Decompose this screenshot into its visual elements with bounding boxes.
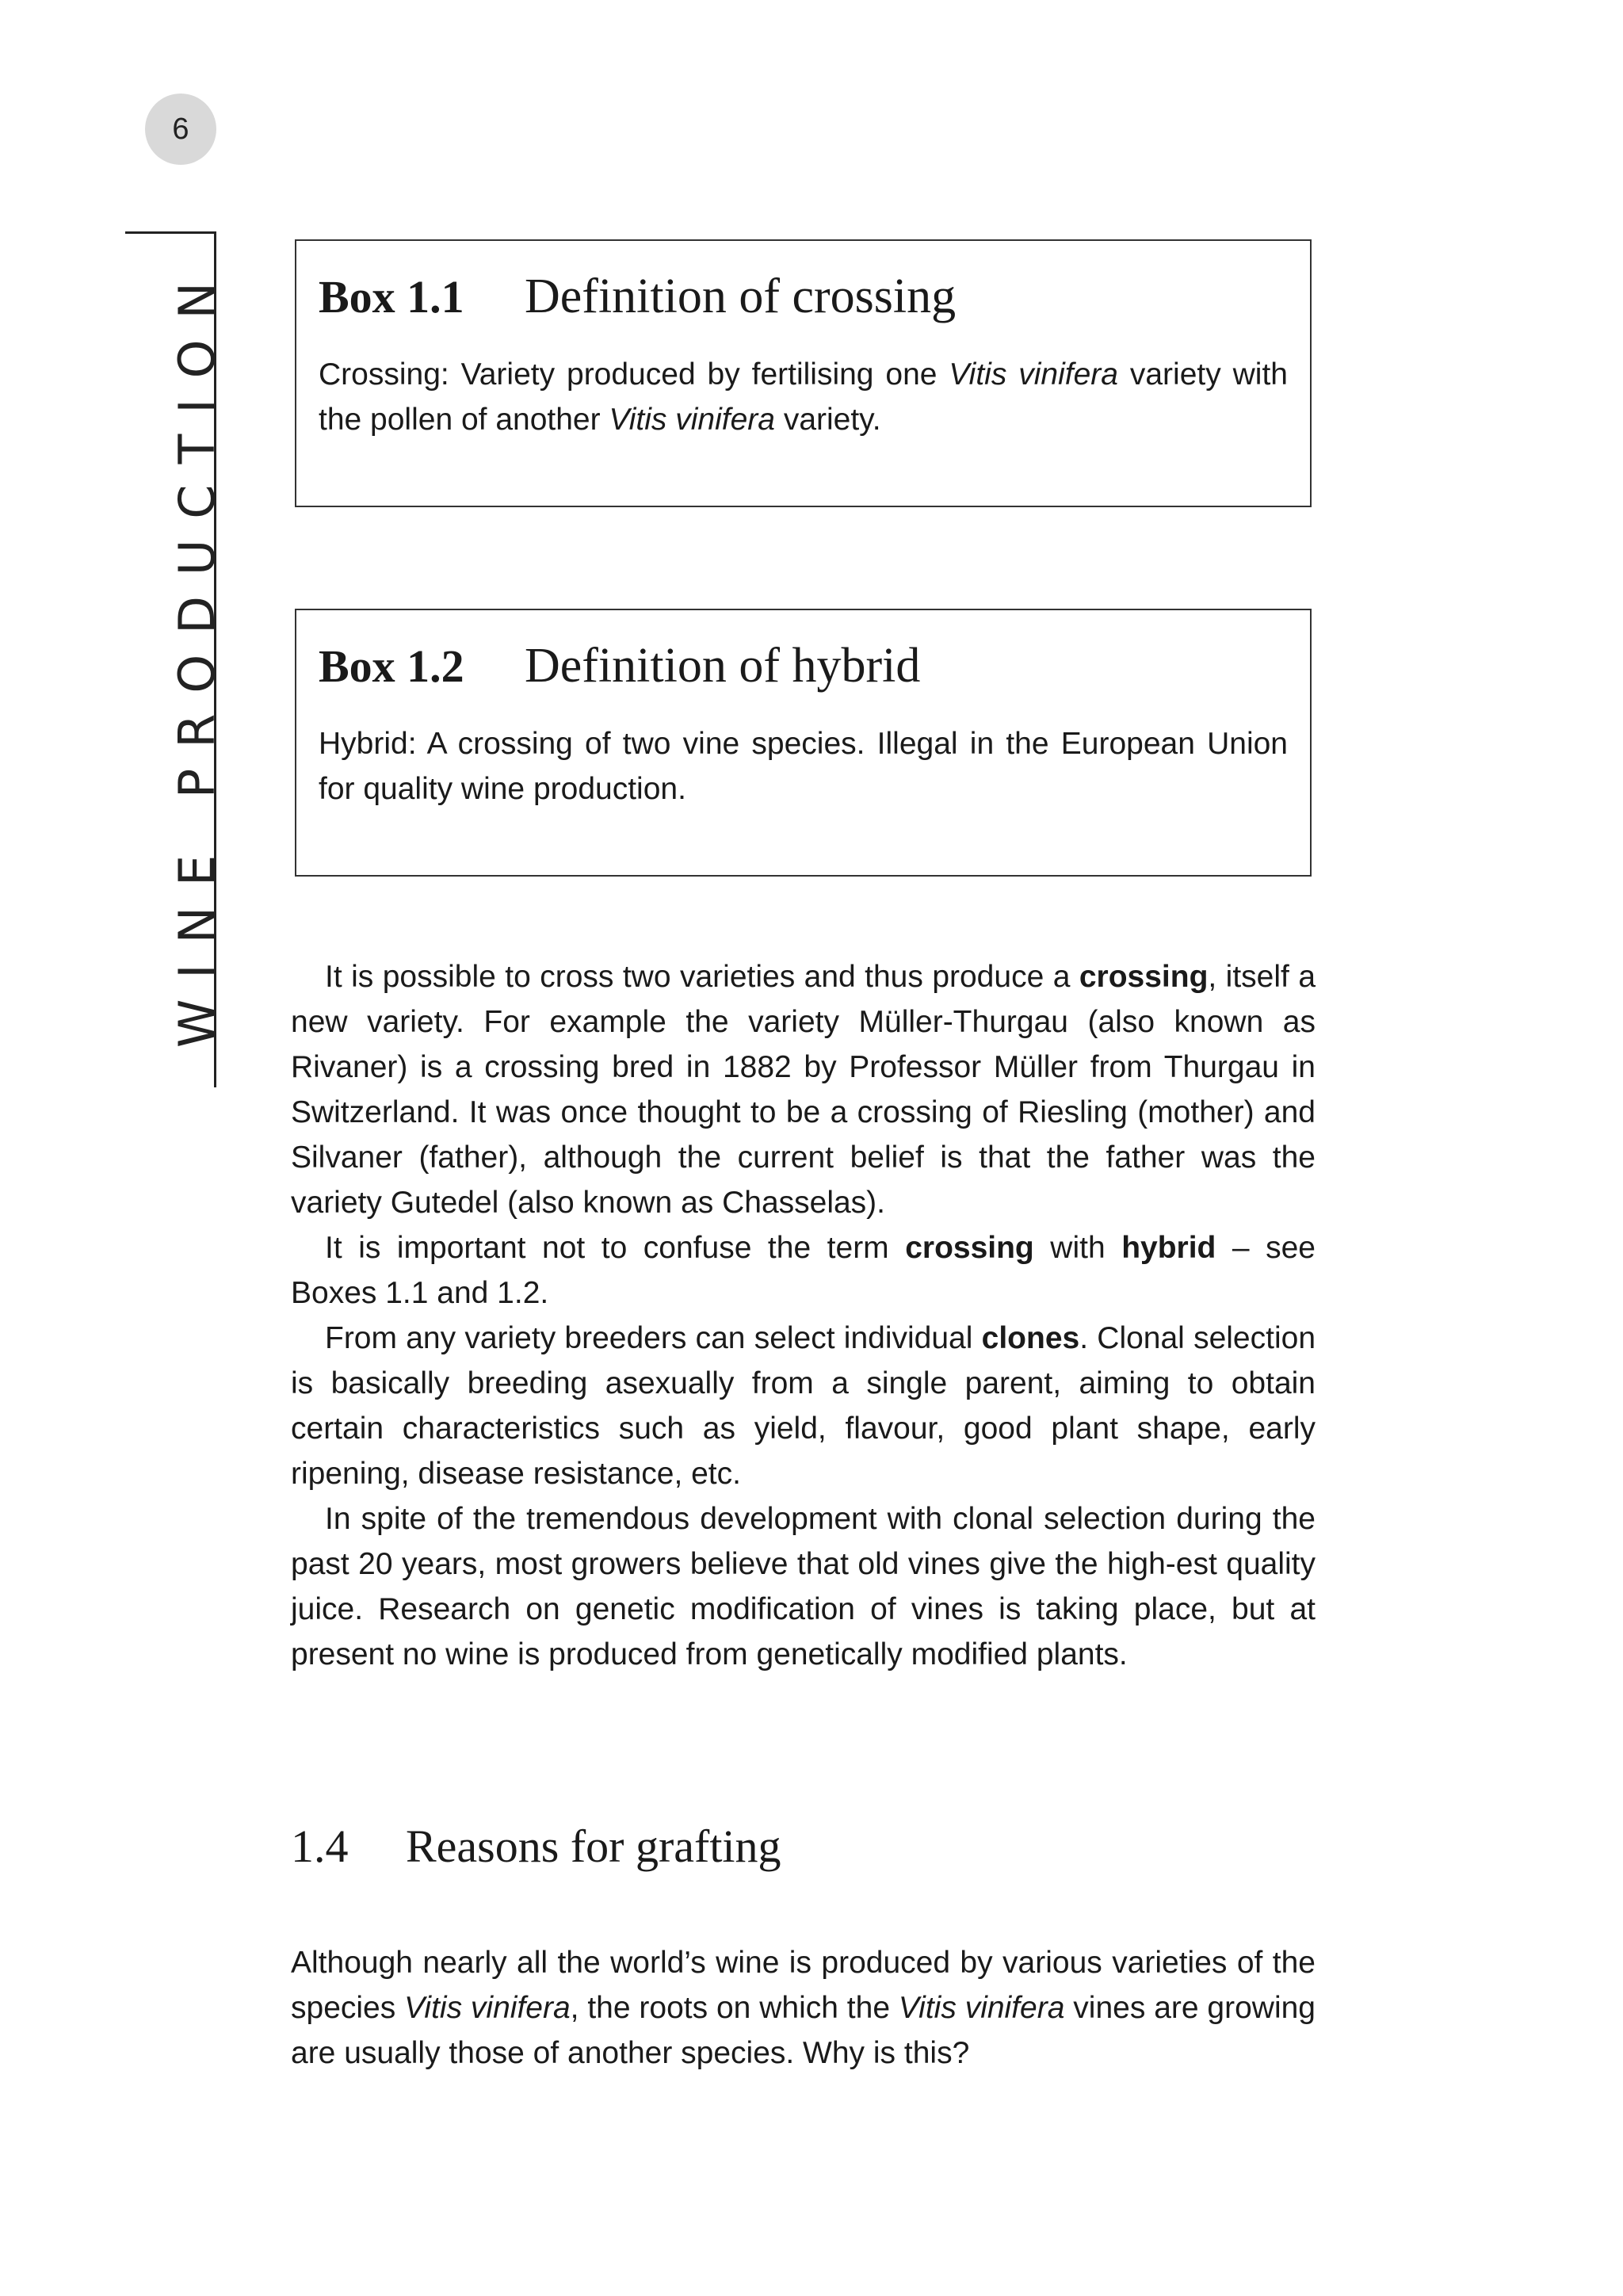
box-title: Definition of crossing <box>525 269 957 323</box>
body-text <box>291 954 1316 1677</box>
box-definition-crossing <box>295 239 1312 507</box>
box-label: Box 1.1 <box>319 271 464 323</box>
box-text: Crossing: Variety produced by fertilising one Vitis vinifera variety with the pollen of another Vitis vinifera variety. <box>319 357 1288 437</box>
section-heading <box>291 1815 781 1878</box>
box-definition-hybrid <box>295 609 1312 877</box>
section-number: 1.4 <box>291 1820 349 1872</box>
box-label: Box 1.2 <box>319 640 464 692</box>
page-number: 6 <box>145 94 216 165</box>
paragraph-grafting: Although nearly all the world’s wine is produced by various varieties of the species Vitis vinifera, the roots on which the Vitis vinifera vines are growing are usually those of another species. Why is this? <box>291 1946 1316 2070</box>
box-title: Definition of hybrid <box>525 639 921 693</box>
box-heading <box>319 634 1288 721</box>
section-body <box>291 1940 1316 2076</box>
side-rule-horizontal <box>125 231 216 234</box>
box-heading <box>319 265 1288 352</box>
paragraph-clonal-selection: In spite of the tremendous development with clonal selection during the past 20 years, most growers believe that old vines give the high-est quality juice. Research on genetic modification of vines is taking place, but at present no wine is produced from genetically modified plants. <box>291 1502 1316 1671</box>
box-text: Hybrid: A crossing of two vine species. Illegal in the European Union for quality wine production. <box>319 727 1288 806</box>
running-header: WINE PRODUCTION <box>168 262 226 1048</box>
paragraph-crossing-vs-hybrid: It is important not to confuse the term crossing with hybrid – see Boxes 1.1 and 1.2. <box>291 1231 1316 1310</box>
section-title: Reasons for grafting <box>406 1820 781 1872</box>
paragraph-crossing: It is possible to cross two varieties and thus produce a crossing, itself a new variety. For example the variety Müller-Thurgau (also known as Rivaner) is a crossing bred in 1882 by Professor Müller from Thurgau in Switzerland. It was once thought to be a crossing of Riesling (mother) and Silvaner (father), although the current belief is that the father was the variety Gutedel (also known as Chasselas). <box>291 960 1316 1220</box>
paragraph-clones: From any variety breeders can select individual clones. Clonal selection is basically breeding asexually from a single parent, aiming to obtain certain characteristics such as yield, flavour, good plant shape, early ripening, disease resistance, etc. <box>291 1321 1316 1491</box>
